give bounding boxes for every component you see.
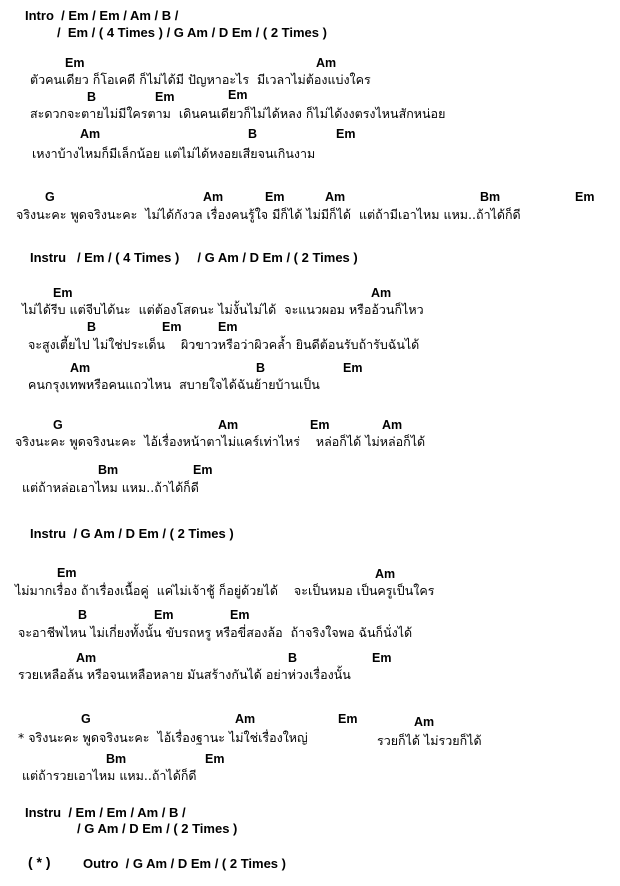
chord: Em <box>154 608 174 622</box>
chord: Am <box>203 190 224 204</box>
chord: Am <box>76 651 97 665</box>
chord: Em <box>228 88 248 102</box>
chord: Am <box>371 286 392 300</box>
chord: B <box>248 127 258 141</box>
lyric-line: เหงาบ้างไหมก็มีเล็กน้อย แต่ไม่ได้หงอยเสียจนเกินงาม <box>32 146 316 161</box>
chord: Em <box>230 608 250 622</box>
intro-line-1: Intro / Em / Em / Am / B / <box>25 8 179 23</box>
chord: Em <box>218 320 238 334</box>
lyric-line: ไม่มากเรื่อง ถ้าเรื่องเนื้อคู่ แค่ไม่เจ้าชู้ ก็อยู่ด้วยได้ จะเป็นหมอ เป็นครูเป็นใคร <box>15 583 435 598</box>
chord: Am <box>80 127 101 141</box>
instru-line: Instru / Em / ( 4 Times ) / G Am / D Em / ( 2 Times ) <box>30 250 358 265</box>
intro-line-2: / Em / ( 4 Times ) / G Am / D Em / ( 2 Times ) <box>57 25 327 40</box>
lyric-line: แต่ถ้ารวยเอาไหม แหม..ถ้าได้ก็ดี <box>22 768 197 783</box>
chord: Am <box>316 56 337 70</box>
chord: Am <box>375 567 396 581</box>
instru-line: Instru / G Am / D Em / ( 2 Times ) <box>30 526 234 541</box>
lyric-line: จริงนะคะ พูดจริงนะคะ ไอ้เรื่องหน้าตาไม่แคร์เท่าไหร่ หล่อก็ได้ ไม่หล่อก็ได้ <box>15 434 426 449</box>
chord: Am <box>382 418 403 432</box>
lyric-line: รวยเหลือล้น หรือจนเหลือหลาย มันสร้างกันได้ อย่าห่วงเรื่องนั้น <box>18 667 351 682</box>
lyric-line: คนกรุงเทพหรือคนแถวไหน สบายใจได้ฉันย้ายบ้านเป็น <box>28 377 320 392</box>
chord: Am <box>235 712 256 726</box>
chord: B <box>78 608 88 622</box>
chord: Bm <box>106 752 127 766</box>
chord: Am <box>325 190 346 204</box>
chord: Em <box>205 752 225 766</box>
instru-line-1: Instru / Em / Em / Am / B / <box>25 805 186 820</box>
chord: Am <box>218 418 239 432</box>
lyric-line: ตัวคนเดียว ก็โอเคดี ก็ไม่ได้มี ปัญหาอะไร มีเวลาไม่ต้องแบ่งใคร <box>30 72 371 87</box>
chord: G <box>53 418 63 432</box>
chord: Em <box>575 190 595 204</box>
chord: Em <box>265 190 285 204</box>
chord: B <box>288 651 298 665</box>
lyric-line: จะสูงเตี้ยไป ไม่ใช่ประเด็น ผิวขาวหรือว่าผิวคล้ำ ยินดีต้อนรับถ้ารับฉันได้ <box>28 337 420 352</box>
lyric-line: ไม่ได้รีบ แต่จีบได้นะ แต่ต้องโสดนะ ไม่งั้นไม่ได้ จะแนวผอม หรืออ้วนก็ไหว <box>22 302 424 317</box>
chord: Em <box>310 418 330 432</box>
chord: Em <box>338 712 358 726</box>
chord: Em <box>65 56 85 70</box>
chord: G <box>45 190 55 204</box>
outro-line: Outro / G Am / D Em / ( 2 Times ) <box>83 856 286 871</box>
lyric-line: จะอาชีพไหน ไม่เกี่ยงทั้งนั้น ขับรถหรู หรือขี่สองล้อ ถ้าจริงใจพอ ฉันก็นั่งได้ <box>18 625 413 640</box>
chord: Bm <box>480 190 501 204</box>
chord: Em <box>53 286 73 300</box>
lyric-line: สะดวกจะตายไม่มีใครตาม เดินคนเดียวก็ไม่ได้หลง ก็ไม่ได้งงตรงไหนสักหน่อย <box>30 106 446 121</box>
chord: Em <box>162 320 182 334</box>
chord: Am <box>414 715 435 729</box>
lyric-line: * จริงนะคะ พูดจริงนะคะ ไอ้เรื่องฐานะ ไม่ใช่เรื่องใหญ่ <box>18 730 308 745</box>
lyric-line: รวยก็ได้ ไม่รวยก็ได้ <box>377 733 482 748</box>
chord: Bm <box>98 463 119 477</box>
chord: Em <box>57 566 77 580</box>
chord: Em <box>155 90 175 104</box>
chord: B <box>87 90 97 104</box>
chord: B <box>256 361 266 375</box>
instru-line-2: / G Am / D Em / ( 2 Times ) <box>77 821 238 836</box>
chord: Em <box>193 463 213 477</box>
chord: Em <box>343 361 363 375</box>
repeat-marker: ( * ) <box>28 854 51 870</box>
chord: G <box>81 712 91 726</box>
chord: B <box>87 320 97 334</box>
chord: Am <box>70 361 91 375</box>
lyric-line: จริงนะคะ พูดจริงนะคะ ไม่ได้กังวล เรื่องคนรู้ใจ มีก็ได้ ไม่มีก็ได้ แต่ถ้ามีเอาไหม แหม..ถ้าได้ก็ดี <box>16 207 521 222</box>
chord: Em <box>336 127 356 141</box>
lyric-line: แต่ถ้าหล่อเอาไหม แหม..ถ้าได้ก็ดี <box>22 480 199 495</box>
chord: Em <box>372 651 392 665</box>
